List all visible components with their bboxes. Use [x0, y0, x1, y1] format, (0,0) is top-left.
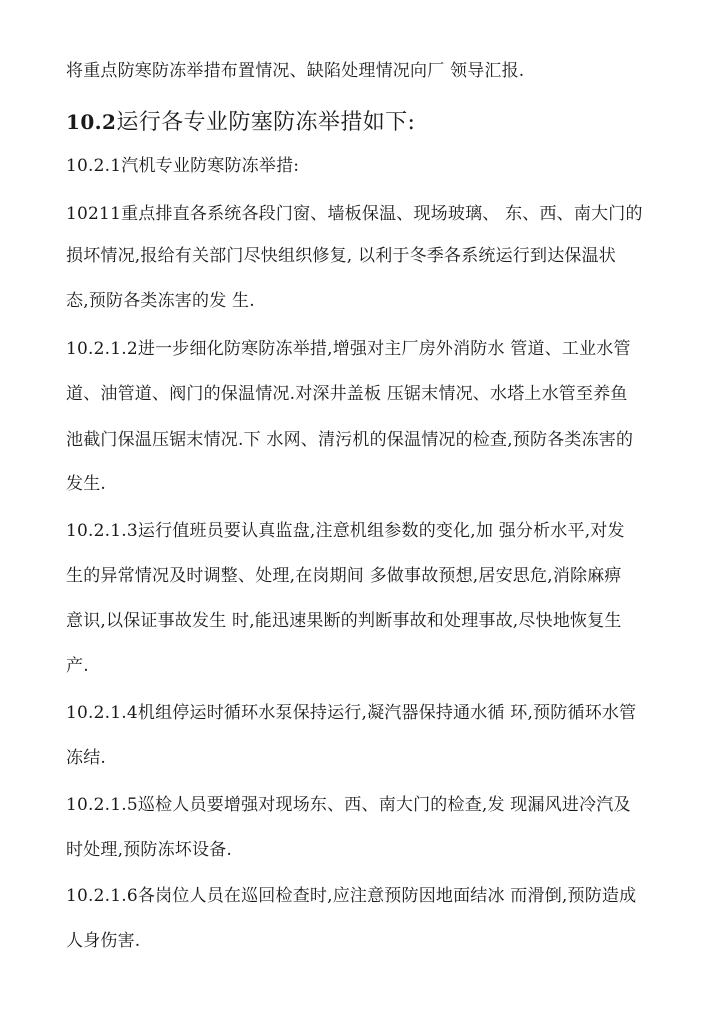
section-heading — [66, 108, 415, 137]
item-1-line-2: 损坏情况,报给有关部门尽快组织修复, 以利于冬季各系统运行到达保温状 — [66, 246, 617, 266]
item-3-line-1: 10.2.1.3运行值班员要认真监盘,注意机组参数的变化,加 强分析水平,对发 — [66, 521, 625, 541]
item-2-line-1: 10.2.1.2进一步细化防寒防冻举措,增强对主厂房外消防水 管道、工业水管 — [66, 339, 631, 359]
item-6-line-2: 人身伤害. — [66, 931, 141, 951]
item-2-line-3: 池截门保温压锯末情况.下 水网、清污机的保温情况的检查,预防各类冻害的 — [66, 430, 634, 450]
subheading: 10.2.1汽机专业防寒防冻举措: — [66, 156, 300, 176]
item-4-line-2: 冻结. — [66, 748, 107, 768]
intro-line: 将重点防寒防冻举措布置情况、缺陷处理情况向厂 领导汇报. — [66, 61, 525, 81]
item-2-line-4: 发生. — [66, 474, 107, 494]
item-4-line-1: 10.2.1.4机组停运时循环水泵保持运行,凝汽器保持通水循 环,预防循环水管 — [66, 703, 637, 723]
item-3-line-2: 生的异常情况及时调整、处理,在岗期间 多做事故预想,居安思危,消除麻痹 — [66, 566, 622, 586]
section-heading-number: 10.2 — [66, 110, 117, 134]
item-1-line-3: 态,预防各类冻害的发 生. — [66, 291, 255, 311]
item-5-line-2: 时处理,预防冻坏设备. — [66, 840, 233, 860]
item-2-line-2: 道、油管道、阀门的保温情况.对深井盖板 压锯末情况、水塔上水管至养鱼 — [66, 384, 628, 404]
item-5-line-1: 10.2.1.5巡检人员要增强对现场东、西、南大门的检查,发 现漏风进冷汽及 — [66, 795, 631, 815]
section-heading-text: 运行各专业防塞防冻举措如下: — [116, 110, 416, 135]
item-3-line-4: 产. — [66, 656, 89, 676]
item-1-line-1: 10211重点排直各系统各段门窗、墙板保温、现场玻璃、 东、西、南大门的 — [66, 204, 643, 224]
item-6-line-1: 10.2.1.6各岗位人员在巡回检查时,应注意预防因地面结冰 而滑倒,预防造成 — [66, 886, 637, 906]
item-3-line-3: 意识,以保证事故发生 时,能迅速果断的判断事故和处理事故,尽快地恢复生 — [66, 611, 622, 631]
